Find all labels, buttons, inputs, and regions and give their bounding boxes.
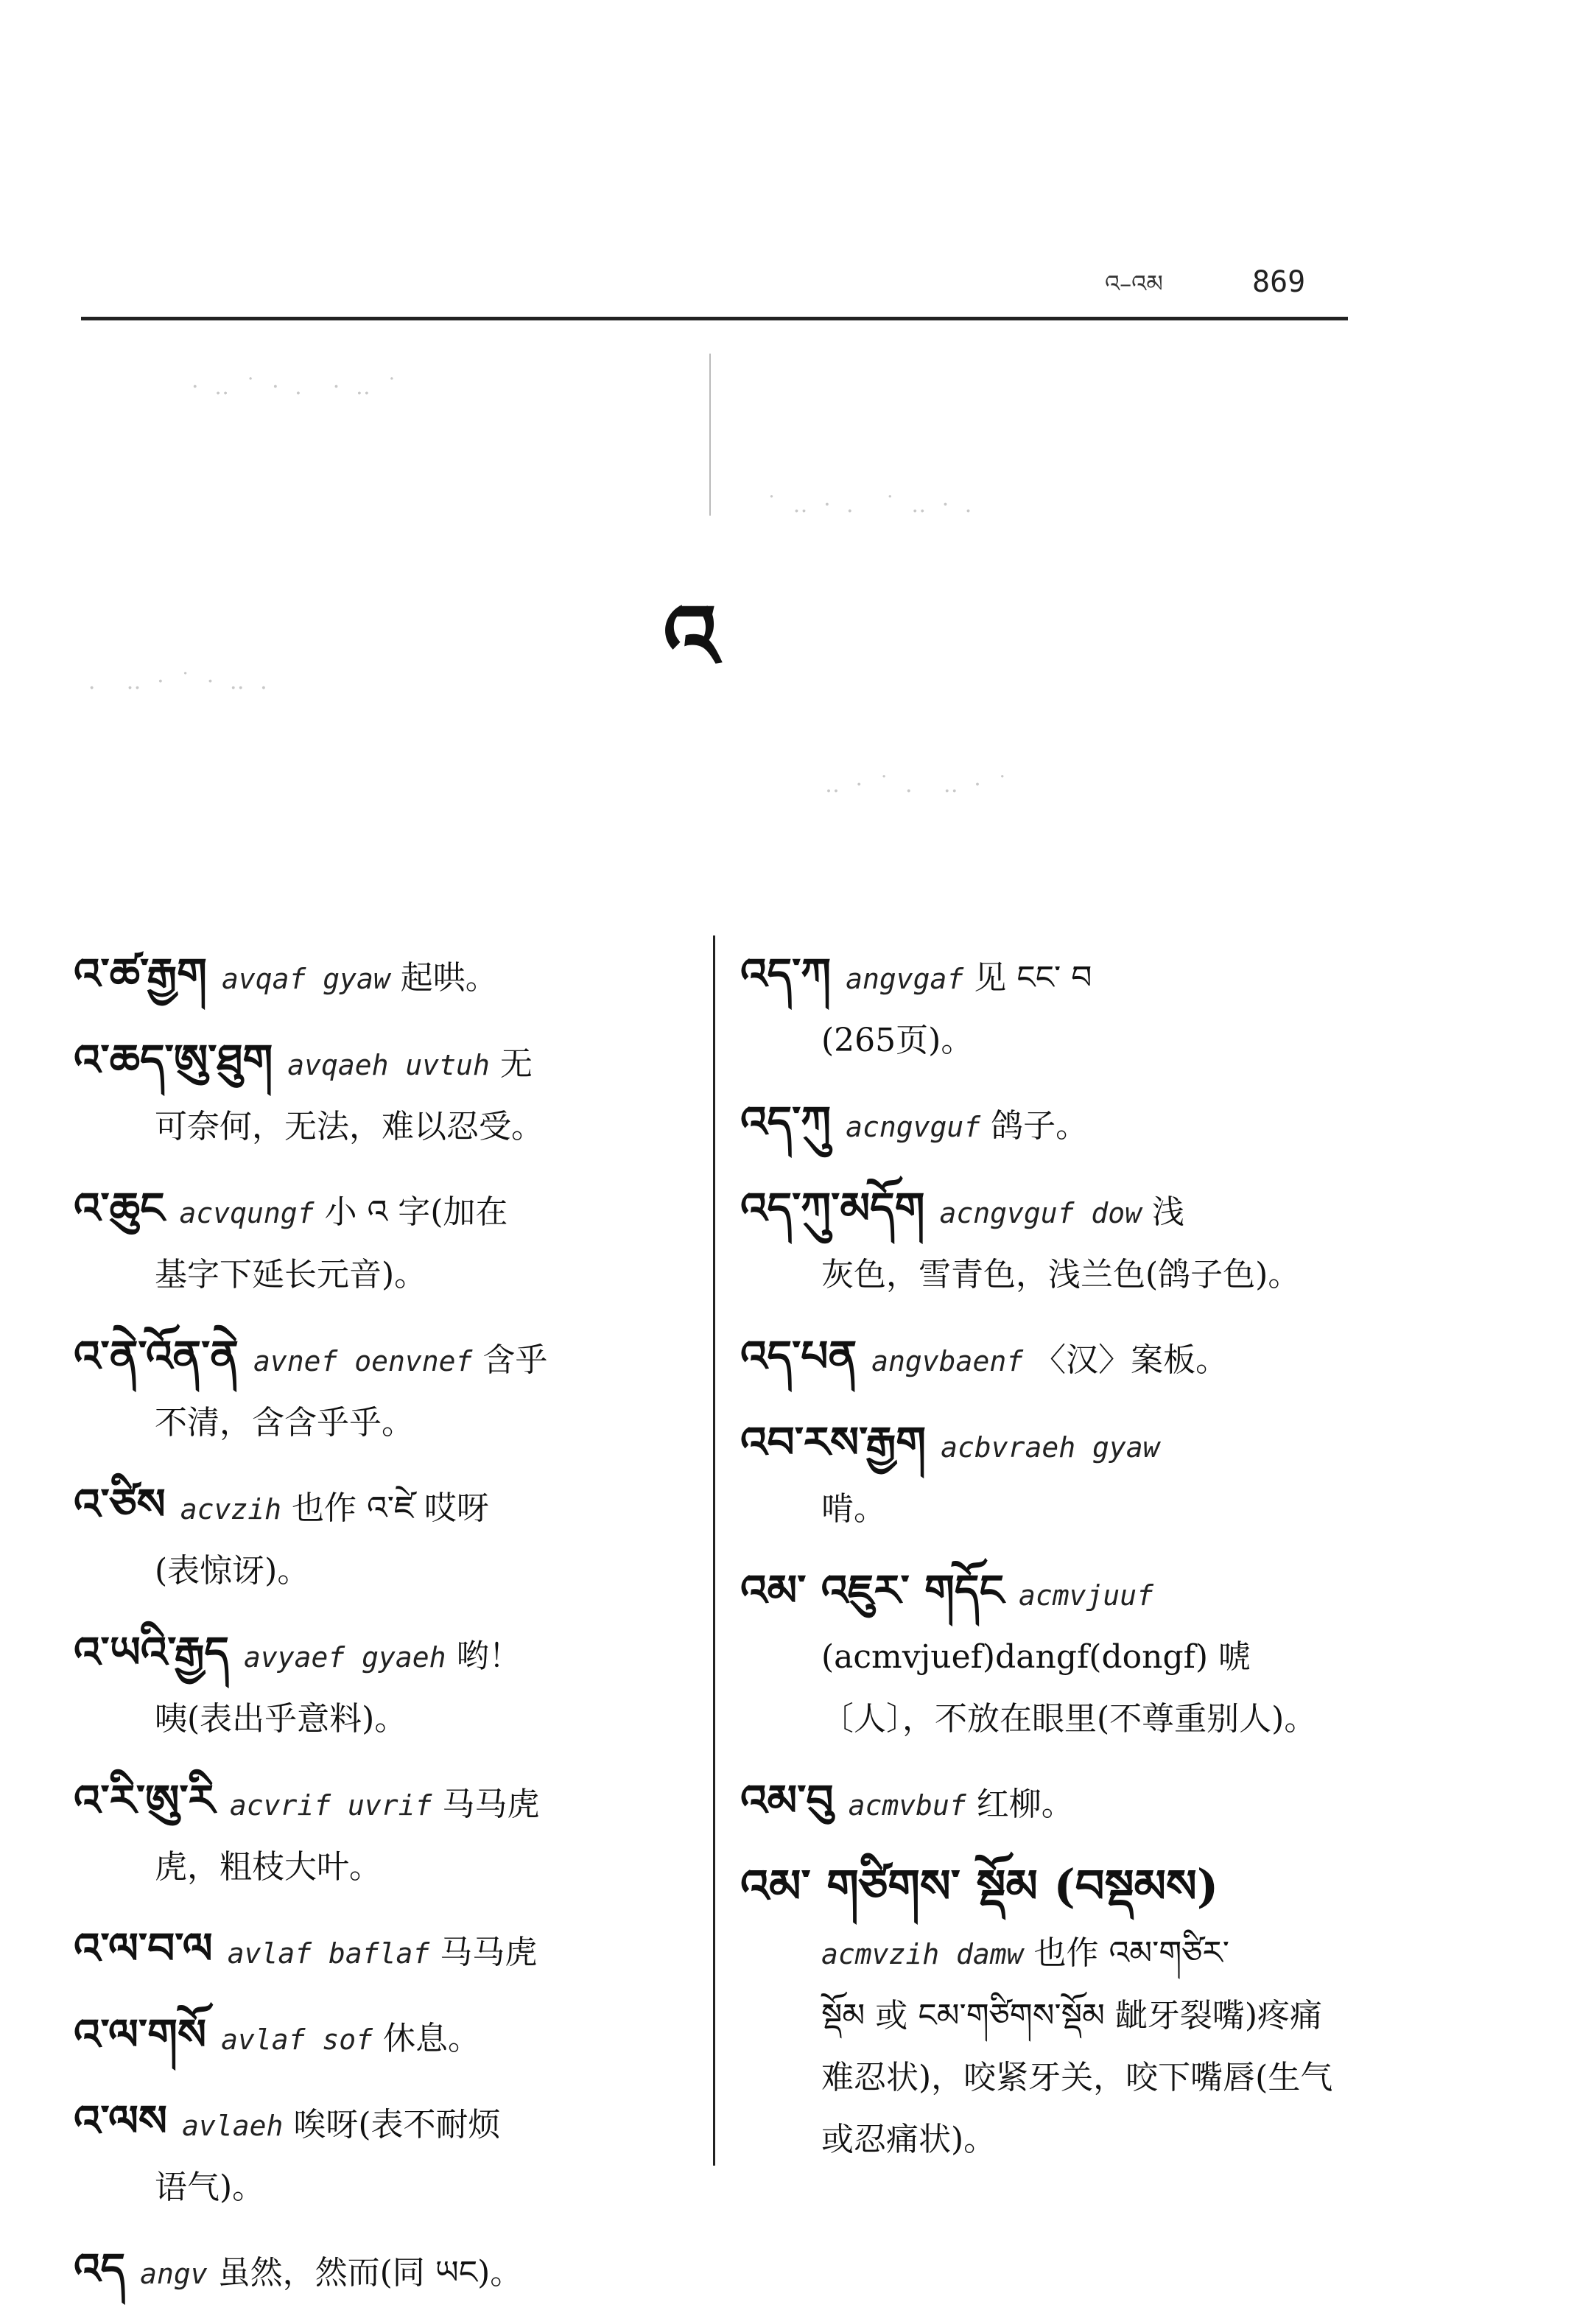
romanization: acbvraeh gyaw (941, 1431, 1160, 1464)
definition: 马马虎 (440, 1934, 538, 1971)
header-rule (81, 317, 1348, 320)
romanization: acvqungf (179, 1197, 315, 1229)
header-range: འ–འམ (1105, 270, 1163, 298)
definition-continued: (表惊讶)。 (155, 1552, 310, 1590)
headword-tibetan: འབ་རས་རྒྱག (740, 1417, 927, 1467)
headword-tibetan: འད་ཀ (740, 949, 832, 999)
column-divider (713, 935, 715, 2166)
romanization: acmvbuf (848, 1789, 966, 1822)
headword-tibetan: འ་རི་ཨུ་རི (74, 1775, 215, 1825)
dictionary-entry (740, 1091, 1352, 1158)
dictionary-entry (74, 1473, 685, 1602)
definition: 见 ངང་ བ (974, 959, 1092, 997)
definition: 休息。 (383, 2020, 480, 2057)
dictionary-entry (740, 1856, 1352, 2171)
show-through-noise: ˙ ‥ · ． ˙ ‥ · ． (766, 492, 991, 518)
definition-continued: 咦(表出乎意料)。 (155, 1700, 407, 1738)
definition-continued: (265页)。 (821, 1022, 974, 1059)
definition: 马马虎 (442, 1786, 540, 1823)
definition-continued: 基字下延长元音)。 (155, 1256, 427, 1293)
headword-tibetan: འམ་ གཙིགས་ སྡོམ (བསྡམས) (740, 1859, 1219, 1913)
romanization: acmvzih damw (821, 1938, 1024, 1970)
headword-tibetan: འད་པན (740, 1331, 857, 1381)
romanization: acvrif uvrif (229, 1789, 432, 1822)
romanization: avlaf baflaf (227, 1937, 430, 1970)
column-divider-top (709, 354, 711, 516)
definition-continued: སྡོམ 或 ངམ་གཙིགས་སྡོམ 龇牙裂嘴)疼痛难忍状)，咬紧牙关，咬下嘴唇(生气或忍痛状)。 (821, 1997, 1333, 2158)
definition: 起哄。 (400, 959, 498, 997)
dictionary-entry (740, 1769, 1352, 1836)
show-through-noise: ‥ · ˙ ． ‥ · ˙ (825, 772, 1013, 798)
definition-continued: 啃。 (821, 1490, 886, 1528)
romanization: avnef oenvnef (253, 1345, 473, 1377)
dictionary-entry (74, 2090, 685, 2219)
definition: 虽然，然而(同 ཡང)。 (217, 2254, 523, 2292)
dictionary-entry (74, 2004, 685, 2071)
headword-tibetan: འད (74, 2244, 126, 2294)
definition: 也作 འ་ཛེ 哎呀 (292, 1489, 489, 1527)
headword-tibetan: འ་ཙིས (74, 1479, 166, 1529)
definition-continued: 不清，含含乎乎。 (155, 1404, 414, 1442)
dictionary-entry (74, 1769, 685, 1898)
headword-tibetan: འ་ཡའི་རྒྱད (74, 1627, 230, 1677)
dictionary-entry (740, 1411, 1352, 1540)
dictionary-entry (740, 1325, 1352, 1392)
headword-tibetan: འ་ལ་བ་ལ (74, 1923, 213, 1973)
definition-continued: 灰色，雪青色，浅兰色(鸽子色)。 (821, 1256, 1301, 1293)
romanization: avyaef gyaeh (244, 1641, 446, 1674)
definition: 无 (499, 1045, 533, 1083)
romanization: angv (140, 2258, 208, 2290)
page-number: 869 (1252, 265, 1306, 299)
right-column (740, 943, 1352, 2190)
headword-tibetan: འ་ལ་གསོ (74, 2009, 207, 2060)
headword-tibetan: འ་ནེ་འོན་ནེ (74, 1331, 239, 1381)
headword-tibetan: འད་ཀུ་མདོག (740, 1183, 925, 1233)
definition: 唉呀(表不耐烦 (293, 2106, 501, 2144)
definition: 红柳。 (976, 1786, 1074, 1823)
definition: 〈汉〉案板。 (1033, 1341, 1229, 1379)
definition: 含乎 (482, 1341, 548, 1379)
definition-continued: (acmvjuef)dangf(dongf) 唬〔人〕，不放在眼里(不尊重别人)。 (821, 1638, 1317, 1738)
headword-tibetan: འ་ཆད་ཨུ་ཐུག (74, 1035, 273, 1085)
romanization: avlaf sof (221, 2023, 373, 2056)
dictionary-entry (74, 1917, 685, 1984)
dictionary-entry (74, 1029, 685, 1158)
dictionary-entry (74, 1325, 685, 1454)
definition-continued: 可奈何，无法，难以忍受。 (155, 1108, 544, 1145)
headword-tibetan: འད་ཀུ (740, 1097, 832, 1147)
dictionary-entry (74, 1621, 685, 1750)
entry-body (740, 1923, 1352, 1985)
romanization: avqaeh uvtuh (287, 1049, 490, 1081)
dictionary-entry (740, 1559, 1352, 1750)
dictionary-entry (74, 943, 685, 1010)
definition: 小 འ 字(加在 (324, 1193, 508, 1231)
definition: 也作 འམ་གཙིར་ (1033, 1934, 1229, 1972)
definition-continued: 虎，粗枝大叶。 (155, 1848, 382, 1886)
headword-tibetan: འམ་བུ (740, 1775, 834, 1825)
left-column (74, 943, 685, 2324)
headword-tibetan: འམ་ འཇུར་ གདོང (740, 1565, 1004, 1615)
romanization: angvgaf (846, 963, 964, 995)
dictionary-entry (74, 1177, 685, 1306)
definition: 鸽子。 (991, 1107, 1089, 1145)
romanization: angvbaenf (871, 1345, 1024, 1377)
dictionary-entry (74, 2238, 685, 2305)
headword-tibetan: འ་ཚ་རྒྱག (74, 949, 207, 999)
romanization: acngvguf dow (939, 1197, 1142, 1229)
romanization: acvzih (180, 1493, 282, 1526)
romanization: avlaeh (182, 2110, 284, 2142)
show-through-noise: ． ‥ · ˙ · ‥ ． (88, 669, 287, 695)
dictionary-entry (740, 943, 1352, 1072)
romanization: acmvjuuf (1018, 1579, 1153, 1612)
dictionary-entry (740, 1177, 1352, 1306)
definition-continued: 语气)。 (155, 2169, 265, 2206)
show-through-noise: · ‥ ˙ · ． · ‥ ˙ (192, 374, 402, 400)
section-letter: འ (663, 585, 719, 689)
headword-tibetan: འ་ལས (74, 2096, 168, 2146)
definition: 浅 (1152, 1193, 1184, 1231)
romanization: acngvguf (846, 1111, 981, 1143)
romanization: avqaf gyaw (221, 963, 390, 995)
definition: 哟！ (456, 1637, 521, 1675)
headword-tibetan: འ་ཆུང (74, 1183, 165, 1233)
